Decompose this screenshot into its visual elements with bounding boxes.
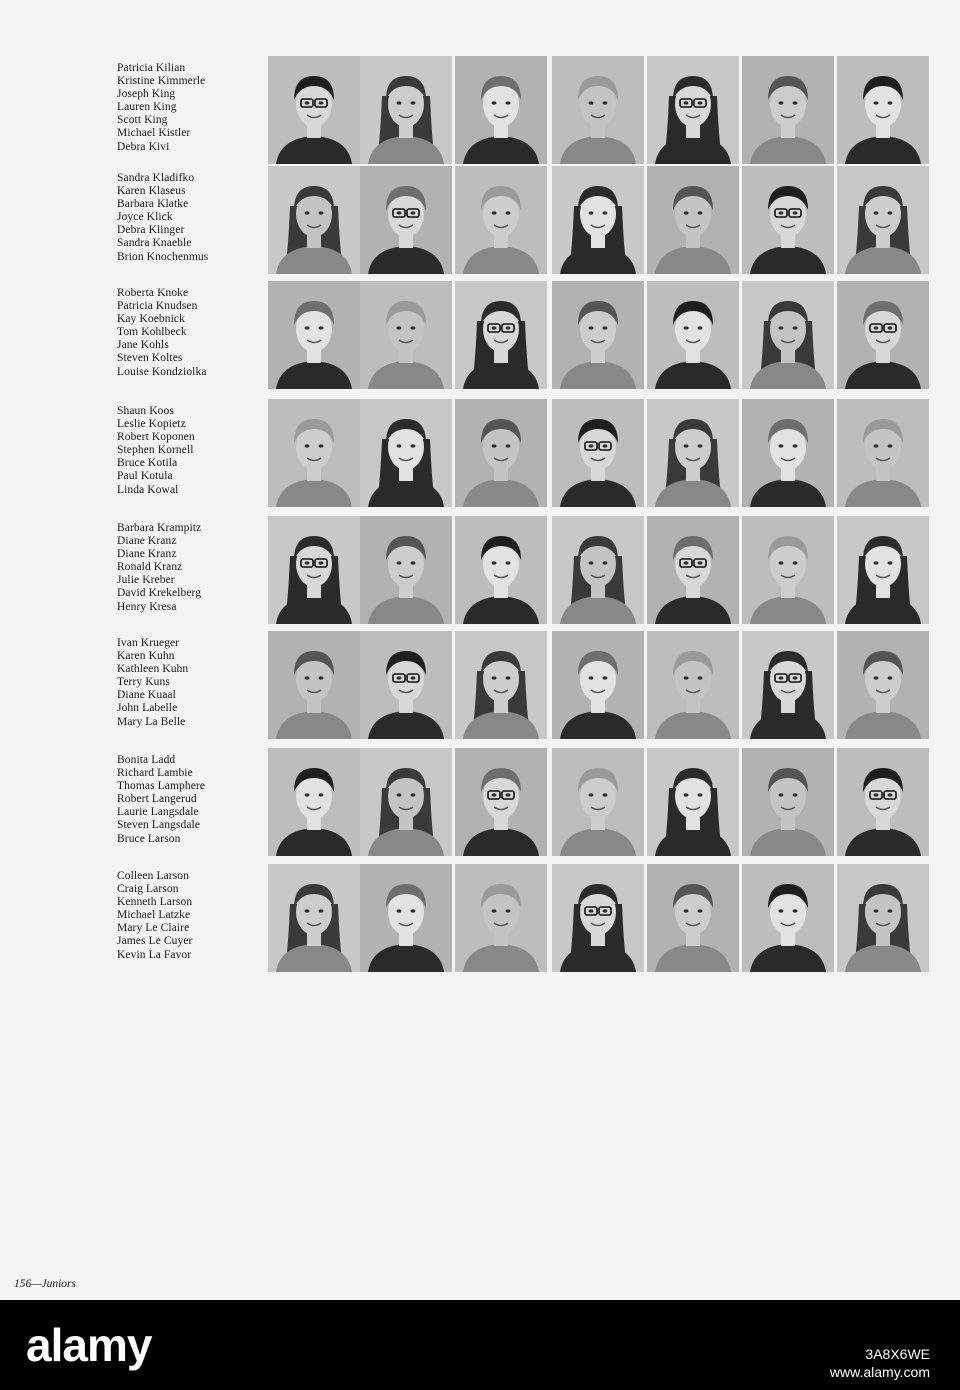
student-name: Colleen Larson bbox=[117, 870, 189, 882]
student-name: Karen Klaseus bbox=[117, 185, 186, 198]
portrait-silhouette bbox=[742, 166, 834, 274]
portrait-silhouette bbox=[837, 631, 929, 739]
student-portrait bbox=[360, 56, 452, 164]
image-id: 3A8X6WE bbox=[865, 1346, 930, 1362]
student-name: Terry Kuns bbox=[117, 676, 170, 689]
student-portrait bbox=[552, 399, 644, 507]
student-name: Julie Kreber bbox=[117, 574, 175, 587]
portrait-silhouette bbox=[455, 516, 547, 624]
student-name: Michael Kistler bbox=[117, 127, 191, 140]
student-name-list bbox=[117, 405, 262, 497]
portrait-strip bbox=[268, 56, 931, 164]
student-portrait bbox=[552, 631, 644, 739]
student-portrait bbox=[742, 166, 834, 274]
student-portrait bbox=[552, 56, 644, 164]
portrait-silhouette bbox=[742, 748, 834, 856]
student-portrait bbox=[552, 864, 644, 972]
student-name: Stephen Kornell bbox=[117, 444, 194, 457]
portrait-silhouette bbox=[268, 516, 360, 624]
student-portrait bbox=[360, 748, 452, 856]
portrait-silhouette bbox=[552, 399, 644, 507]
portrait-silhouette bbox=[268, 166, 360, 274]
student-name: Diane Kranz bbox=[117, 548, 177, 561]
student-name-list bbox=[117, 870, 262, 962]
student-portrait bbox=[268, 748, 360, 856]
student-portrait bbox=[647, 56, 739, 164]
student-portrait bbox=[647, 166, 739, 274]
student-portrait bbox=[647, 748, 739, 856]
portrait-silhouette bbox=[647, 56, 739, 164]
portrait-silhouette bbox=[837, 56, 929, 164]
student-name: Bruce Larson bbox=[117, 832, 181, 845]
portrait-strip bbox=[268, 281, 931, 389]
brand-url: www.alamy.com bbox=[829, 1364, 930, 1380]
student-name: Sandra Knaeble bbox=[117, 237, 192, 250]
student-portrait bbox=[455, 399, 547, 507]
student-portrait bbox=[360, 631, 452, 739]
student-portrait bbox=[268, 56, 360, 164]
student-portrait bbox=[552, 516, 644, 624]
student-name: Sandra Kladifko bbox=[117, 172, 195, 184]
portrait-silhouette bbox=[455, 631, 547, 739]
portrait-silhouette bbox=[552, 748, 644, 856]
student-name-list bbox=[117, 522, 262, 614]
portrait-silhouette bbox=[742, 56, 834, 164]
student-name: Kristine Kimmerle bbox=[117, 75, 206, 88]
student-name: Kathleen Kuhn bbox=[117, 663, 189, 676]
student-portrait bbox=[837, 399, 929, 507]
portrait-silhouette bbox=[837, 748, 929, 856]
student-portrait bbox=[552, 281, 644, 389]
portrait-silhouette bbox=[837, 166, 929, 274]
student-portrait bbox=[742, 516, 834, 624]
student-portrait bbox=[455, 516, 547, 624]
portrait-silhouette bbox=[742, 864, 834, 972]
student-portrait bbox=[742, 399, 834, 507]
portrait-silhouette bbox=[552, 56, 644, 164]
portrait-silhouette bbox=[455, 56, 547, 164]
portrait-silhouette bbox=[647, 516, 739, 624]
student-name: Kenneth Larson bbox=[117, 896, 193, 909]
student-name: Joyce Klick bbox=[117, 211, 173, 224]
student-name: John Labelle bbox=[117, 702, 178, 715]
student-name: Debra Kivi bbox=[117, 140, 170, 153]
student-name: Robert Koponen bbox=[117, 431, 195, 444]
student-name: Kevin La Favor bbox=[117, 948, 192, 961]
student-name: Karen Kuhn bbox=[117, 650, 175, 663]
student-name: Patricia Knudsen bbox=[117, 300, 198, 313]
brand-logo: alamy bbox=[26, 1319, 152, 1371]
student-portrait bbox=[837, 166, 929, 274]
portrait-silhouette bbox=[837, 864, 929, 972]
student-portrait bbox=[647, 864, 739, 972]
portrait-strip bbox=[268, 399, 931, 507]
student-name: Bonita Ladd bbox=[117, 754, 176, 766]
student-name: Jane Kohls bbox=[117, 339, 169, 352]
student-portrait bbox=[268, 516, 360, 624]
student-name: Diane Kranz bbox=[117, 535, 177, 548]
student-portrait bbox=[455, 748, 547, 856]
student-name: Linda Kowal bbox=[117, 483, 179, 496]
student-name: Scott King bbox=[117, 114, 168, 127]
student-portrait bbox=[837, 631, 929, 739]
portrait-silhouette bbox=[647, 864, 739, 972]
student-portrait bbox=[268, 399, 360, 507]
student-portrait bbox=[268, 166, 360, 274]
student-name-list bbox=[117, 287, 262, 379]
student-portrait bbox=[360, 166, 452, 274]
portrait-silhouette bbox=[360, 399, 452, 507]
student-portrait bbox=[647, 281, 739, 389]
student-portrait bbox=[837, 864, 929, 972]
student-name: Mary La Belle bbox=[117, 715, 186, 728]
portrait-silhouette bbox=[837, 516, 929, 624]
student-name: Thomas Lamphere bbox=[117, 780, 206, 793]
watermark-footer bbox=[0, 1300, 960, 1390]
student-name: James Le Cuyer bbox=[117, 935, 193, 948]
portrait-silhouette bbox=[360, 166, 452, 274]
student-portrait bbox=[360, 281, 452, 389]
portrait-silhouette bbox=[360, 281, 452, 389]
student-name: Paul Kotula bbox=[117, 470, 173, 483]
student-portrait bbox=[742, 281, 834, 389]
portrait-silhouette bbox=[268, 56, 360, 164]
student-name: Lauren King bbox=[117, 101, 177, 114]
portrait-silhouette bbox=[552, 864, 644, 972]
portrait-strip bbox=[268, 166, 931, 274]
portrait-silhouette bbox=[552, 166, 644, 274]
portrait-silhouette bbox=[742, 516, 834, 624]
portrait-strip bbox=[268, 631, 931, 739]
student-portrait bbox=[742, 748, 834, 856]
student-name: Laurie Langsdale bbox=[117, 806, 199, 819]
student-name-list bbox=[117, 172, 262, 264]
student-portrait bbox=[742, 864, 834, 972]
portrait-silhouette bbox=[837, 281, 929, 389]
student-portrait bbox=[552, 748, 644, 856]
student-name: Diane Kuaal bbox=[117, 689, 176, 702]
student-name: Steven Koltes bbox=[117, 352, 183, 365]
portrait-silhouette bbox=[647, 748, 739, 856]
student-portrait bbox=[455, 166, 547, 274]
student-name-list bbox=[117, 637, 262, 729]
student-name: Mary Le Claire bbox=[117, 922, 190, 935]
portrait-silhouette bbox=[455, 399, 547, 507]
portrait-silhouette bbox=[742, 399, 834, 507]
portrait-silhouette bbox=[647, 166, 739, 274]
student-name: Brion Knochenmus bbox=[117, 250, 209, 263]
portrait-strip bbox=[268, 748, 931, 856]
portrait-silhouette bbox=[742, 631, 834, 739]
portrait-strip bbox=[268, 864, 931, 972]
student-portrait bbox=[837, 281, 929, 389]
portrait-silhouette bbox=[837, 399, 929, 507]
student-portrait bbox=[360, 516, 452, 624]
student-name: Tom Kohlbeck bbox=[117, 326, 187, 339]
portrait-silhouette bbox=[455, 281, 547, 389]
portrait-silhouette bbox=[268, 748, 360, 856]
student-portrait bbox=[360, 864, 452, 972]
portrait-silhouette bbox=[360, 631, 452, 739]
student-name: David Krekelberg bbox=[117, 587, 202, 600]
student-name: Shaun Koos bbox=[117, 405, 174, 417]
student-name: Roberta Knoke bbox=[117, 287, 189, 299]
student-name: Michael Latzke bbox=[117, 909, 191, 922]
student-portrait bbox=[742, 56, 834, 164]
student-name: Leslie Kopietz bbox=[117, 418, 186, 431]
student-portrait bbox=[360, 399, 452, 507]
student-portrait bbox=[837, 56, 929, 164]
portrait-silhouette bbox=[455, 166, 547, 274]
student-portrait bbox=[268, 864, 360, 972]
page-folio: 156—Juniors bbox=[14, 1278, 76, 1290]
portrait-silhouette bbox=[360, 56, 452, 164]
student-portrait bbox=[455, 631, 547, 739]
student-portrait bbox=[647, 399, 739, 507]
portrait-silhouette bbox=[552, 631, 644, 739]
student-name-list bbox=[117, 754, 262, 846]
student-portrait bbox=[837, 748, 929, 856]
student-name: Craig Larson bbox=[117, 883, 179, 896]
student-name: Henry Kresa bbox=[117, 600, 177, 613]
portrait-silhouette bbox=[360, 864, 452, 972]
student-name: Richard Lambie bbox=[117, 767, 193, 780]
student-name: Joseph King bbox=[117, 88, 176, 101]
student-portrait bbox=[455, 864, 547, 972]
portrait-silhouette bbox=[360, 516, 452, 624]
student-name: Kay Koebnick bbox=[117, 313, 185, 326]
student-name: Louise Kondziolka bbox=[117, 365, 207, 378]
portrait-silhouette bbox=[360, 748, 452, 856]
portrait-silhouette bbox=[268, 399, 360, 507]
student-name: Bruce Kotila bbox=[117, 457, 178, 470]
student-name: Patricia Kilian bbox=[117, 62, 186, 74]
student-portrait bbox=[455, 56, 547, 164]
student-portrait bbox=[552, 166, 644, 274]
portrait-silhouette bbox=[268, 864, 360, 972]
portrait-silhouette bbox=[552, 516, 644, 624]
portrait-silhouette bbox=[268, 631, 360, 739]
portrait-strip bbox=[268, 516, 931, 624]
student-portrait bbox=[268, 281, 360, 389]
student-name: Steven Langsdale bbox=[117, 819, 201, 832]
portrait-silhouette bbox=[647, 281, 739, 389]
student-name: Ivan Krueger bbox=[117, 637, 180, 649]
portrait-silhouette bbox=[742, 281, 834, 389]
portrait-silhouette bbox=[268, 281, 360, 389]
student-portrait bbox=[837, 516, 929, 624]
student-portrait bbox=[455, 281, 547, 389]
student-name: Barbara Klatke bbox=[117, 198, 189, 211]
student-portrait bbox=[647, 631, 739, 739]
portrait-silhouette bbox=[455, 864, 547, 972]
student-portrait bbox=[647, 516, 739, 624]
student-name-list bbox=[117, 62, 262, 154]
portrait-silhouette bbox=[647, 631, 739, 739]
student-name: Ronald Kranz bbox=[117, 561, 183, 574]
student-portrait bbox=[268, 631, 360, 739]
student-name: Robert Langerud bbox=[117, 793, 197, 806]
student-portrait bbox=[742, 631, 834, 739]
student-name: Debra Klinger bbox=[117, 224, 185, 237]
portrait-silhouette bbox=[552, 281, 644, 389]
portrait-silhouette bbox=[647, 399, 739, 507]
portrait-silhouette bbox=[455, 748, 547, 856]
student-name: Barbara Krampitz bbox=[117, 522, 202, 534]
